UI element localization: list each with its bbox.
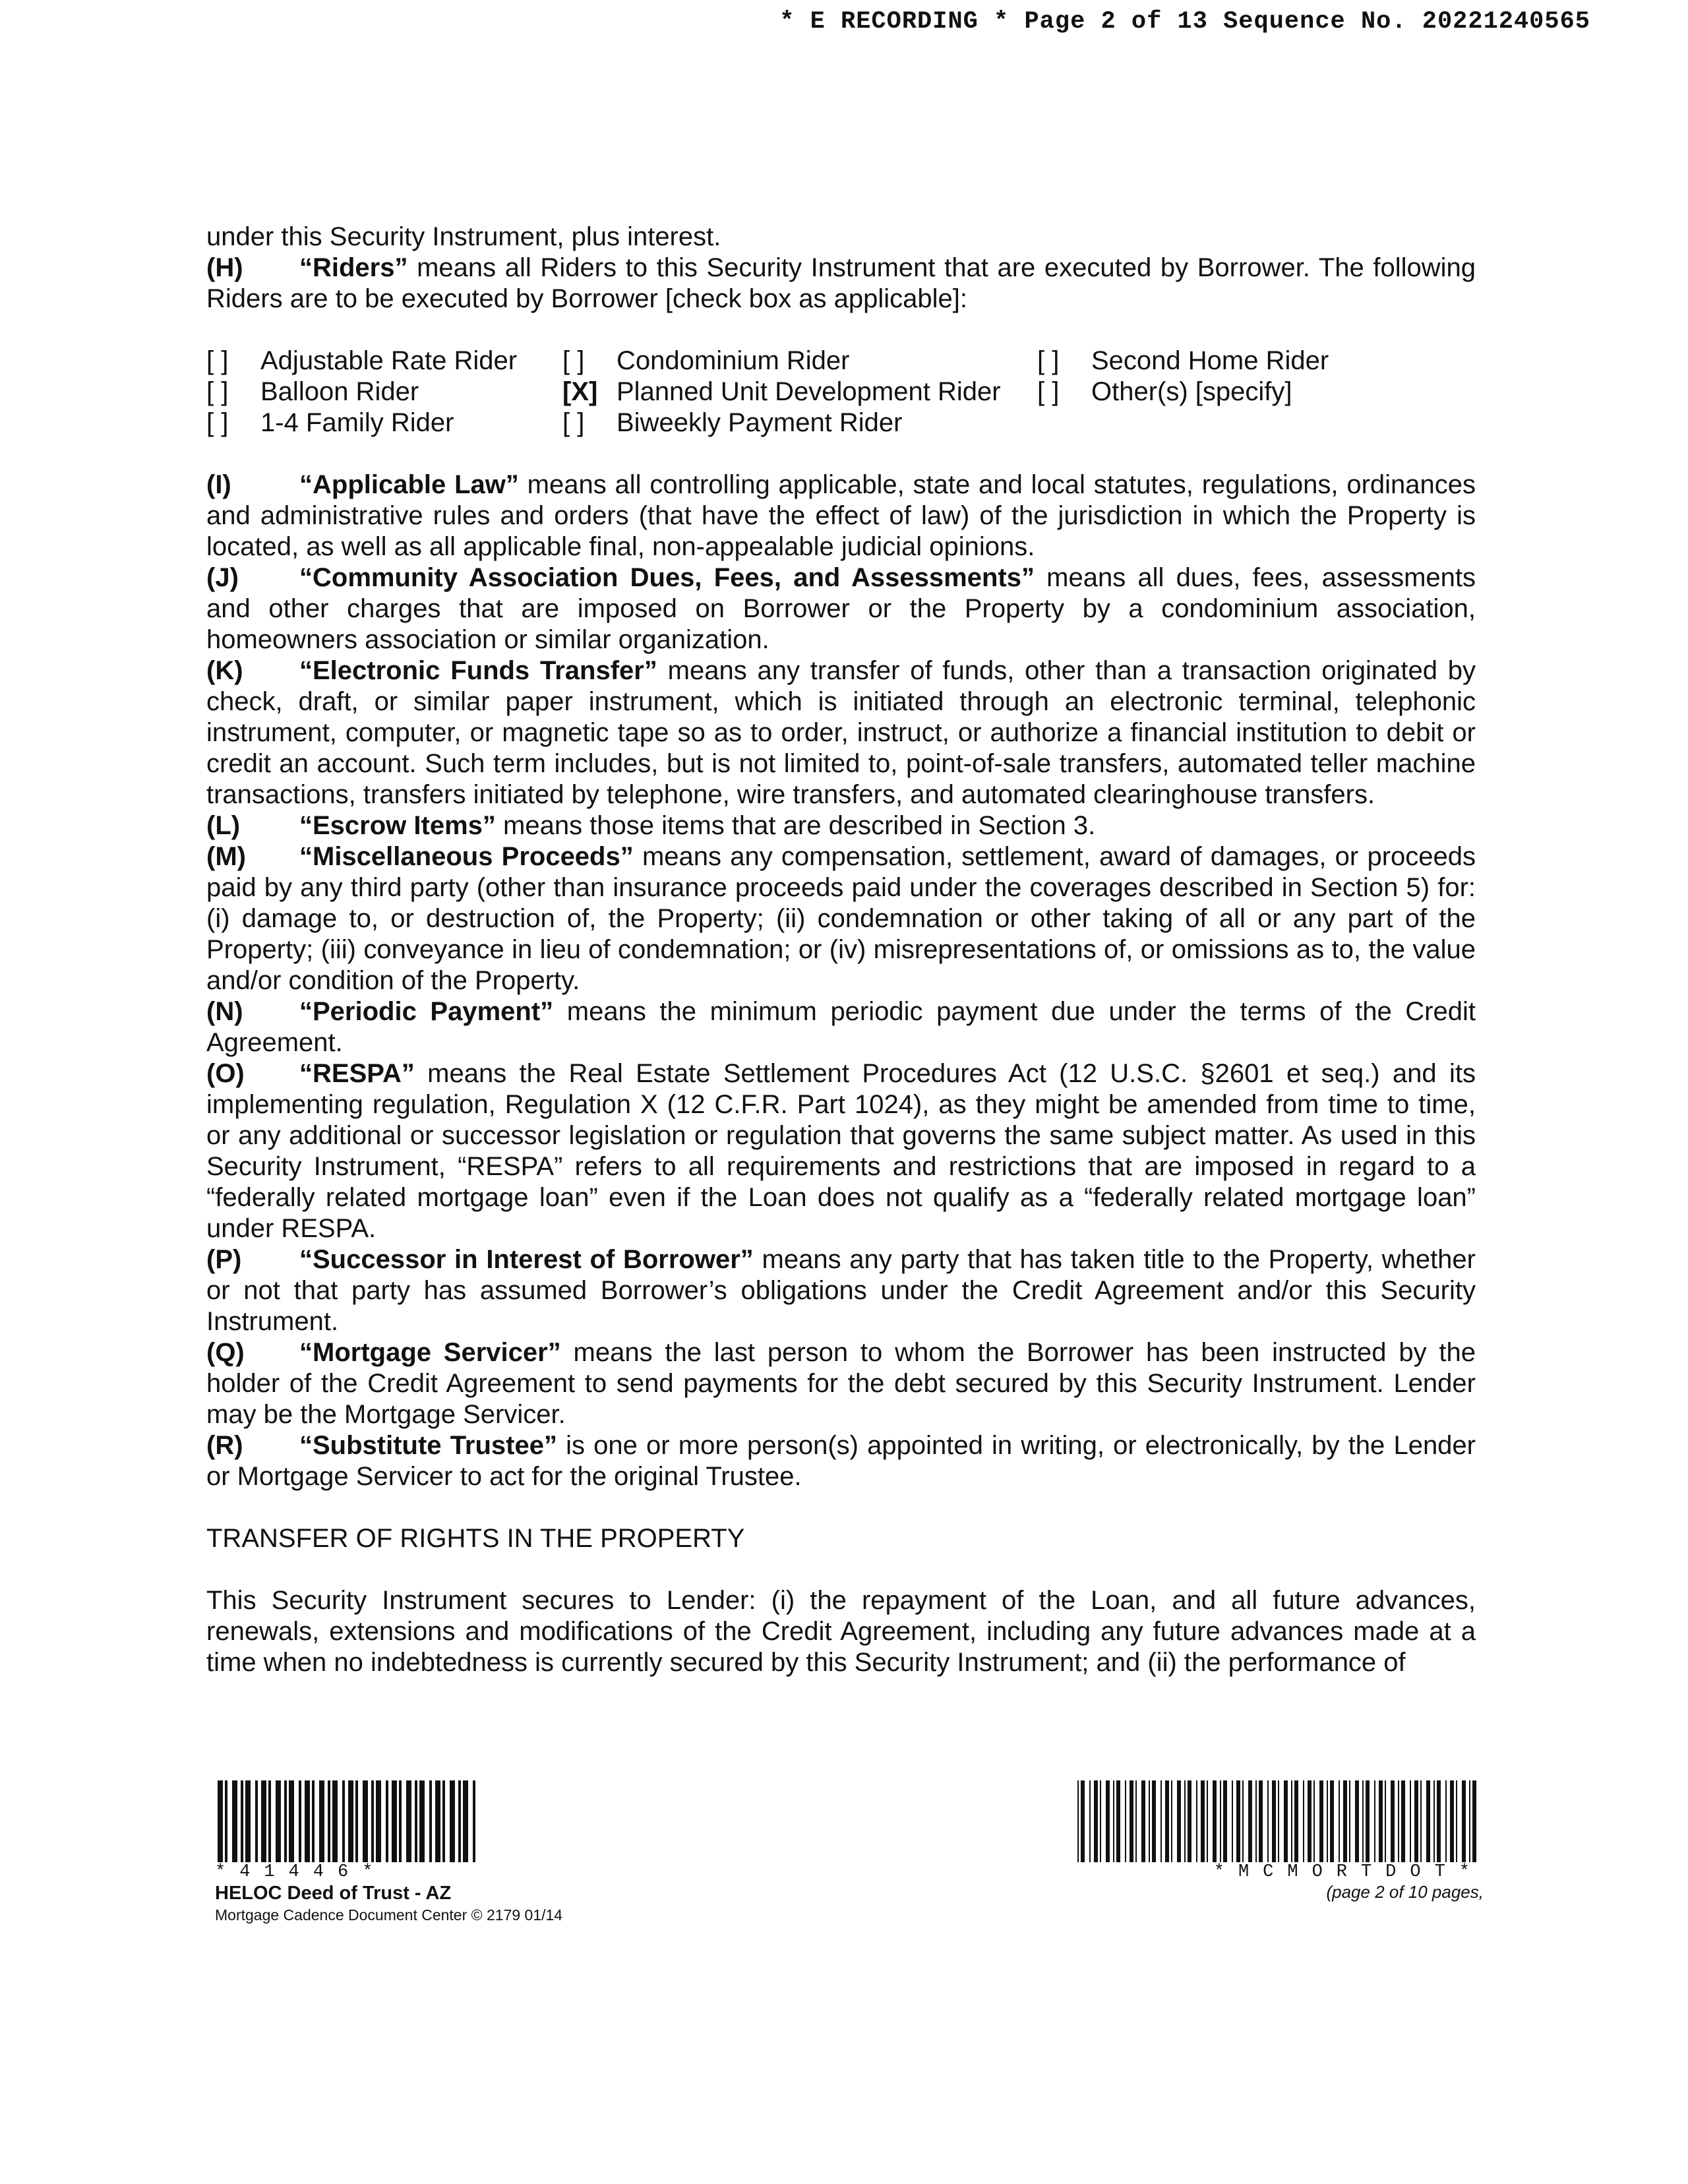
definition-substitute-trustee	[206, 1430, 1476, 1492]
definition-term: “Escrow Items”	[299, 811, 496, 840]
barcode-bar	[1339, 1780, 1340, 1862]
definition-text: is one or more person(s) appointed in writing, or electronically, by the Lender or Mortgage Servicer to act for the original Trustee.	[206, 1431, 1476, 1491]
barcode-bar	[1116, 1780, 1120, 1862]
barcode-bar	[1171, 1780, 1172, 1862]
barcode-bar	[1313, 1780, 1315, 1862]
definition-term: “Successor in Interest of Borrower”	[299, 1245, 754, 1274]
barcode-bar	[1207, 1780, 1208, 1862]
rider-label: Condominium Rider	[617, 346, 850, 375]
definition-letter: (K)	[206, 656, 243, 685]
rider-label: Planned Unit Development Rider	[617, 377, 1001, 406]
barcode-right	[1075, 1780, 1484, 1862]
definition-text: means the Real Estate Settlement Procedures Act (12 U.S.C. §2601 et seq.) and its implementing regulation, Regulation X (12 C.F.R. Part 1024), as they might be amended from time to time, or any additional or successor legislation or regulation that governs the same subject matter. As used in this Security Instrument, “RESPA” refers to all requirements and restrictions that are imposed in regard to a “federally related mortgage loan” even if the Loan does not qualify as a “federally related mortgage loan” under RESPA.	[206, 1059, 1476, 1243]
page-note: (page 2 of 10 pages,	[1326, 1882, 1484, 1902]
barcode-bar	[225, 1780, 227, 1862]
barcode-bar	[1278, 1780, 1279, 1862]
barcode-bar	[1177, 1780, 1181, 1862]
barcode-bar	[1100, 1780, 1101, 1862]
definition-letter: (J)	[206, 563, 239, 592]
definition-letter: (O)	[206, 1059, 245, 1088]
barcode-bar	[276, 1780, 281, 1862]
barcode-bar	[371, 1780, 374, 1862]
barcode-bar	[1420, 1780, 1422, 1862]
definition-applicable-law	[206, 470, 1476, 562]
footer-left	[215, 1780, 562, 1926]
barcode-left	[215, 1780, 479, 1862]
definition-term: “Miscellaneous Proceeds”	[299, 842, 634, 871]
rider-option	[562, 377, 1037, 408]
rider-checkbox-checked: [X]	[562, 377, 598, 406]
barcode-bar	[299, 1780, 301, 1862]
barcode-bar	[1272, 1780, 1276, 1862]
barcode-right-text: *MCMORTDOT*	[1213, 1862, 1484, 1882]
barcode-bar	[1077, 1780, 1079, 1862]
barcode-bar	[1414, 1780, 1418, 1862]
barcode-bar	[1362, 1780, 1364, 1862]
barcode-bar	[261, 1780, 266, 1862]
barcode-bar	[1130, 1780, 1133, 1862]
definition-text: means all Riders to this Security Instrument that are executed by Borrower. The following Riders are to be executed by Borrower [check box as applicable]:	[206, 253, 1476, 313]
barcode-bar	[415, 1780, 417, 1862]
barcode-left-text: *41446*	[215, 1862, 387, 1882]
definition-successor-in-interest	[206, 1244, 1476, 1337]
barcode-bar	[1433, 1780, 1435, 1862]
rider-label: Biweekly Payment Rider	[617, 408, 903, 437]
definition-letter: (R)	[206, 1431, 243, 1460]
barcode-bar	[1188, 1780, 1191, 1862]
barcode-bar	[1160, 1780, 1162, 1862]
barcode-bar	[1349, 1780, 1350, 1862]
barcode-bar	[429, 1780, 432, 1862]
barcode-bar	[1113, 1780, 1114, 1862]
rider-label: Balloon Rider	[260, 377, 419, 406]
definition-term: “Community Association Dues, Fees, and Assessments”	[299, 563, 1035, 592]
rider-label: Other(s) [specify]	[1091, 377, 1292, 406]
rider-checkbox: [ ]	[1037, 377, 1060, 406]
barcode-bar	[1267, 1780, 1269, 1862]
recording-header: * E RECORDING * Page 2 of 13 Sequence No. 20221240565	[779, 8, 1590, 36]
barcode-bar	[1445, 1780, 1447, 1862]
barcode-bar	[1294, 1780, 1298, 1862]
definition-letter: (H)	[206, 253, 243, 282]
definition-mortgage-servicer	[206, 1337, 1476, 1430]
barcode-bar	[1259, 1780, 1263, 1862]
barcode-bar	[1469, 1780, 1470, 1862]
barcode-bar	[1410, 1780, 1411, 1862]
barcode-bar	[1094, 1780, 1098, 1862]
definition-letter: (L)	[206, 811, 241, 840]
barcode-bar	[1319, 1780, 1323, 1862]
definition-text: means those items that are described in Section 3.	[495, 811, 1096, 840]
barcode-bar	[1152, 1780, 1156, 1862]
definition-term: “Substitute Trustee”	[299, 1431, 557, 1460]
continuation-text: under this Security Instrument, plus interest.	[206, 222, 721, 251]
definition-text: means the minimum periodic payment due under the terms of the Credit Agreement.	[206, 997, 1476, 1057]
barcode-bar	[458, 1780, 461, 1862]
barcode-bar	[289, 1780, 294, 1862]
barcode-bar	[1330, 1780, 1334, 1862]
barcode-bar	[1343, 1780, 1347, 1862]
barcode-bar	[1426, 1780, 1430, 1862]
barcode-bar	[463, 1780, 468, 1862]
riders-checklist	[206, 346, 1476, 439]
barcode-bar	[1308, 1780, 1311, 1862]
barcode-bar	[218, 1780, 223, 1862]
barcode-bar	[450, 1780, 455, 1862]
barcode-bar	[386, 1780, 388, 1862]
barcode-bar	[355, 1780, 358, 1862]
barcode-bar	[328, 1780, 330, 1862]
rider-option	[1037, 377, 1472, 408]
rider-option	[1037, 346, 1472, 377]
definition-electronic-funds-transfer	[206, 655, 1476, 810]
definition-letter: (I)	[206, 470, 231, 499]
rider-option	[206, 346, 562, 377]
barcode-bar	[1462, 1780, 1466, 1862]
barcode-bar	[1141, 1780, 1145, 1862]
barcode-bar	[319, 1780, 324, 1862]
definition-term: “RESPA”	[299, 1059, 415, 1088]
rider-checkbox: [ ]	[206, 377, 229, 406]
footer-right	[1075, 1780, 1484, 1902]
rider-checkbox: [ ]	[562, 408, 585, 437]
barcode-bar	[1450, 1780, 1454, 1862]
barcode-bar	[419, 1780, 425, 1862]
definition-letter: (M)	[206, 842, 246, 871]
barcode-bar	[442, 1780, 445, 1862]
section-heading: TRANSFER OF RIGHTS IN THE PROPERTY	[206, 1524, 745, 1553]
definition-text: means all dues, fees, assessments and other charges that are imposed on Borrower or the Property by a condominium association, homeowners association or similar organization.	[206, 563, 1476, 654]
barcode-bar	[1135, 1780, 1137, 1862]
barcode-bar	[1385, 1780, 1386, 1862]
barcode-bar	[1355, 1780, 1359, 1862]
barcode-bar	[406, 1780, 411, 1862]
rider-checkbox: [ ]	[206, 346, 229, 375]
definition-text: means any compensation, settlement, award of damages, or proceeds paid by any third party (other than insurance proceeds paid under the coverages described in Section 5) for: (i) damage to, or destruction of, the Property; (ii) condemnation or other taking of all or any part of the Property; (iii) conveyance in lieu of condemnation; or (iv) misrepresentations of, or omissions as to, the value and/or condition of the Property.	[206, 842, 1476, 995]
definition-text: means any party that has taken title to the Property, whether or not that party has assumed Borrower’s obligations under the Credit Agreement and/or this Security Instrument.	[206, 1245, 1476, 1336]
barcode-bar	[232, 1780, 237, 1862]
barcode-bar	[332, 1780, 338, 1862]
rider-option	[562, 408, 1037, 439]
barcode-bar	[1437, 1780, 1441, 1862]
barcode-bar	[1184, 1780, 1186, 1862]
form-source: Mortgage Cadence Document Center © 2179 01/14	[215, 1906, 563, 1924]
definition-term: “Electronic Funds Transfer”	[299, 656, 657, 685]
barcode-bar	[1196, 1780, 1197, 1862]
barcode-bar	[1081, 1780, 1085, 1862]
closing-paragraph: This Security Instrument secures to Lender: (i) the repayment of the Loan, and all future advances, renewals, extensions and modifications of the Credit Agreement, including any future advances made at a time when no indebtedness is currently secured by this Security Instrument; and (ii) the performance of	[206, 1586, 1476, 1677]
definition-letter: (P)	[206, 1245, 242, 1274]
barcode-bar	[1291, 1780, 1292, 1862]
barcode-bar	[399, 1780, 402, 1862]
barcode-bar	[1236, 1780, 1240, 1862]
definition-term: “Applicable Law”	[299, 470, 519, 499]
definition-text: means all controlling applicable, state and local statutes, regulations, ordinances and administrative rules and orders (that have the effect of law) of the jurisdiction in which the Property is located, as well as all applicable final, non-appealable judicial opinions.	[206, 470, 1476, 561]
barcode-bar	[1106, 1780, 1110, 1862]
barcode-bar	[1149, 1780, 1150, 1862]
barcode-bar	[1223, 1780, 1227, 1862]
barcode-bar	[268, 1780, 271, 1862]
definition-term: “Riders”	[299, 253, 408, 282]
barcode-bar	[1213, 1780, 1217, 1862]
barcode-bar	[1220, 1780, 1221, 1862]
barcode-bar	[305, 1780, 310, 1862]
document-body	[206, 222, 1476, 1678]
rider-option	[206, 408, 562, 439]
barcode-bar	[245, 1780, 251, 1862]
barcode-bar	[435, 1780, 440, 1862]
barcode-bar	[1391, 1780, 1395, 1862]
barcode-bar	[363, 1780, 368, 1862]
barcode-bar	[1366, 1780, 1370, 1862]
barcode-bar	[1472, 1780, 1476, 1862]
rider-checkbox: [ ]	[206, 408, 229, 437]
barcode-bar	[1242, 1780, 1244, 1862]
barcode-bar	[342, 1780, 345, 1862]
barcode-bar	[1401, 1780, 1405, 1862]
definition-riders	[206, 253, 1476, 315]
barcode-bar	[1374, 1780, 1375, 1862]
barcode-bar	[1456, 1780, 1457, 1862]
rider-label: Adjustable Rate Rider	[260, 346, 518, 375]
barcode-bar	[1232, 1780, 1233, 1862]
definition-miscellaneous-proceeds	[206, 841, 1476, 996]
form-name: HELOC Deed of Trust - AZ	[215, 1883, 452, 1904]
barcode-bar	[1327, 1780, 1328, 1862]
barcode-bar	[473, 1780, 475, 1862]
definition-community-association-dues	[206, 562, 1476, 655]
barcode-bar	[1248, 1780, 1252, 1862]
barcode-bar	[1201, 1780, 1205, 1862]
rider-checkbox: [ ]	[1037, 346, 1060, 375]
definition-escrow-items	[206, 810, 1476, 841]
rider-option	[206, 377, 562, 408]
definition-letter: (Q)	[206, 1338, 245, 1367]
definition-periodic-payment	[206, 996, 1476, 1058]
definition-text: means any transfer of funds, other than a transaction originated by check, draft, or similar paper instrument, which is initiated through an electronic terminal, telephonic instrument, computer, or magnetic tape so as to order, instruct, or authorize a financial institution to debit or credit an account. Such term includes, but is not limited to, point-of-sale transfers, automated teller machine transactions, transfers initiated by telephone, wire transfers, and automated clearinghouse transfers.	[206, 656, 1476, 809]
barcode-bar	[1165, 1780, 1169, 1862]
definition-text: means the last person to whom the Borrower has been instructed by the holder of the Credit Agreement to send payments for the debt secured by this Security Instrument. Lender may be the Mortgage Servicer.	[206, 1338, 1476, 1429]
barcode-bar	[376, 1780, 381, 1862]
definition-letter: (N)	[206, 997, 243, 1026]
barcode-bar	[255, 1780, 258, 1862]
barcode-bar	[241, 1780, 243, 1862]
barcode-bar	[284, 1780, 287, 1862]
definition-term: “Periodic Payment”	[299, 997, 554, 1026]
barcode-bar	[312, 1780, 315, 1862]
barcode-bar	[348, 1780, 353, 1862]
rider-checkbox: [ ]	[562, 346, 585, 375]
barcode-bar	[1125, 1780, 1126, 1862]
barcode-bar	[392, 1780, 397, 1862]
definition-term: “Mortgage Servicer”	[299, 1338, 561, 1367]
barcode-bar	[1089, 1780, 1091, 1862]
barcode-bar	[1398, 1780, 1399, 1862]
barcode-bar	[1379, 1780, 1383, 1862]
definition-respa	[206, 1058, 1476, 1244]
barcode-bar	[1255, 1780, 1257, 1862]
rider-label: Second Home Rider	[1091, 346, 1329, 375]
rider-label: 1-4 Family Rider	[260, 408, 454, 437]
barcode-bar	[1284, 1780, 1288, 1862]
barcode-bar	[1303, 1780, 1304, 1862]
rider-option	[562, 346, 1037, 377]
